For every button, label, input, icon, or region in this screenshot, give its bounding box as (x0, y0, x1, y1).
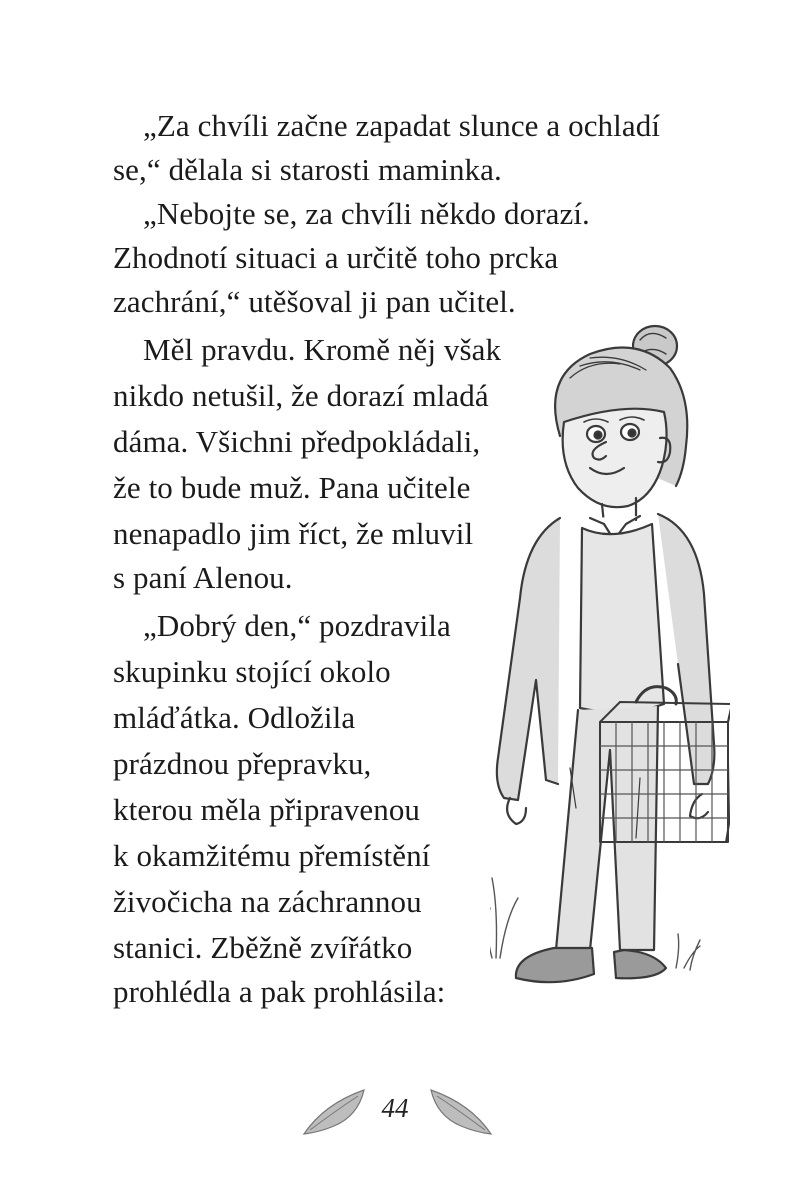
text-line: živočicha na záchrannou (113, 884, 422, 919)
text-line: prázdnou přepravku, (113, 746, 372, 781)
text-line: Zhodnotí situaci a určitě toho prcka (113, 240, 559, 275)
text-line: že to bude muž. Pana učitele (113, 470, 471, 505)
text-line: „Dobrý den,“ pozdravila (143, 608, 451, 643)
text-line: dáma. Všichni předpokládali, (113, 424, 481, 459)
text-line: se,“ dělala si starosti maminka. (113, 152, 502, 187)
woman-with-cage-icon (490, 318, 730, 1008)
text-line: „Za chvíli začne zapadat slunce a ochladí (143, 108, 661, 143)
text-line: nenapadlo jim říct, že mluvil (113, 516, 474, 551)
text-line: s paní Alenou. (113, 560, 293, 595)
text-line: k okamžitému přemístění (113, 838, 431, 873)
text-line: stanici. Zběžně zvířátko (113, 930, 413, 965)
text-line: zachrání,“ utěšoval ji pan učitel. (113, 284, 516, 319)
page-number: 44 (381, 1093, 409, 1123)
text-line: Měl pravdu. Kromě něj však (143, 332, 502, 367)
text-line: mláďátka. Odložila (113, 700, 356, 735)
text-line: prohlédla a pak prohlásila: (113, 974, 446, 1009)
leaf-ornament-right-icon (425, 1078, 495, 1138)
text-line: kterou měla připravenou (113, 792, 421, 827)
text-line: nikdo netušil, že dorazí mladá (113, 378, 489, 413)
page-footer (0, 1078, 789, 1138)
text-line: „Nebojte se, za chvíli někdo dorazí. (143, 196, 590, 231)
text-line: skupinku stojící okolo (113, 654, 391, 689)
woman-with-cage-illustration (490, 318, 730, 1008)
